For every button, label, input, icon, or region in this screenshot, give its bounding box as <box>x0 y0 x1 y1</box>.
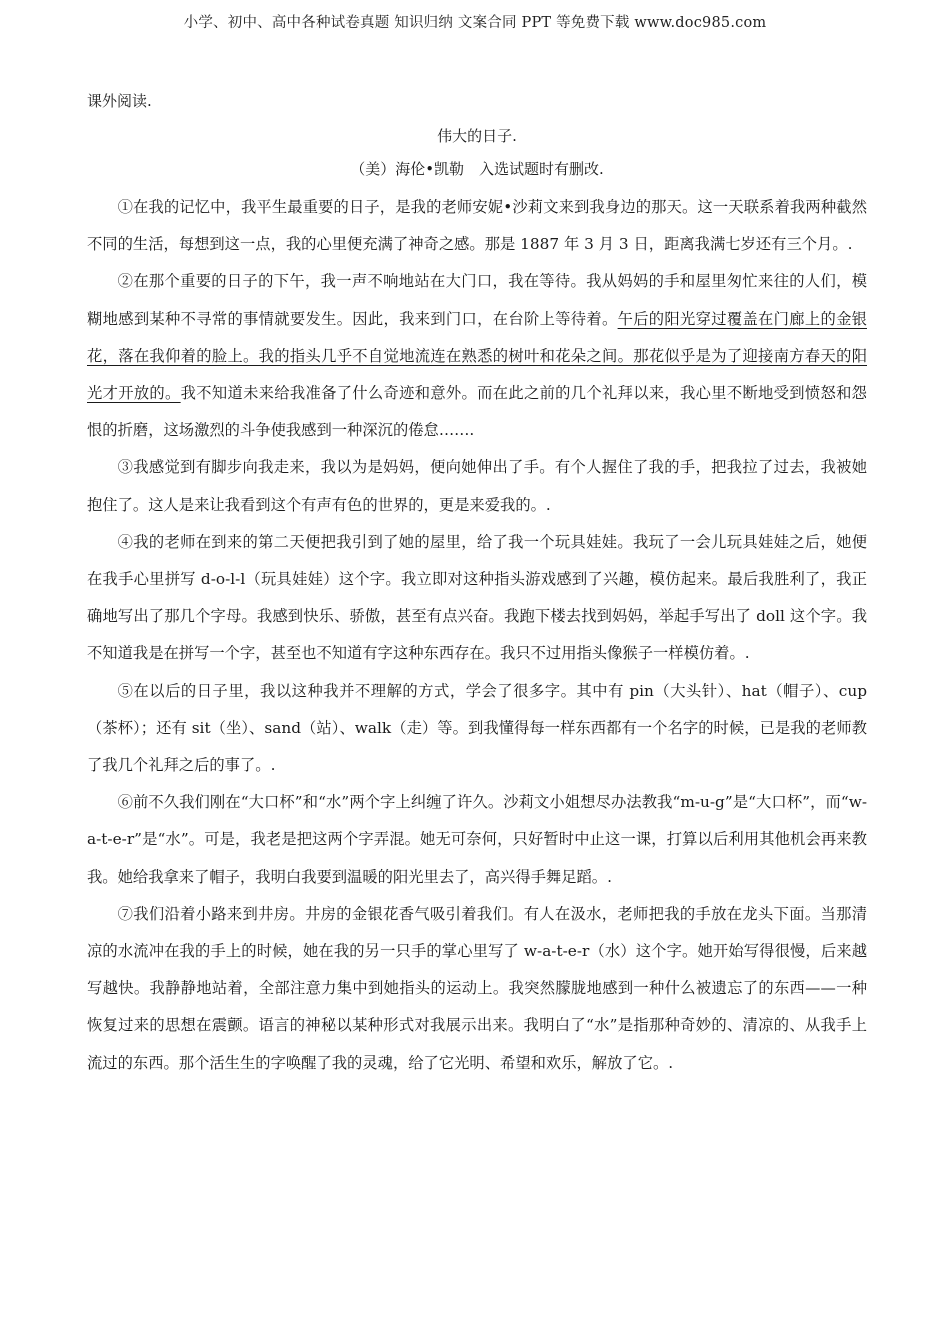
section-label: 课外阅读. <box>87 92 152 110</box>
paragraph-1: ①在我的记忆中，我平生最重要的日子，是我的老师安妮•沙莉文来到我身边的那天。这一天联系着我两种截然不同的生活，每想到这一点，我的心里便充满了神奇之感。那是 1887 年 3 月 3 日，距离我满七岁还有三个月。. <box>87 198 867 254</box>
document-body <box>87 88 867 1082</box>
paragraph-6: ⑥前不久我们刚在“大口杯”和“水”两个字上纠缠了许久。沙莉文小姐想尽办法教我“m-u-g”是“大口杯”，而“w-a-t-e-r”是“水”。可是，我老是把这两个字弄混。她无可奈何，只好暂时中止这一课，打算以后利用其他机会再来教我。她给我拿来了帽子，我明白我要到温暖的阳光里去了，高兴得手舞足蹈。. <box>87 793 867 886</box>
paragraph-3: ③我感觉到有脚步向我走来，我以为是妈妈，便向她伸出了手。有个人握住了我的手，把我拉了过去，我被她抱住了。这人是来让我看到这个有声有色的世界的，更是来爱我的。. <box>87 458 867 514</box>
paragraph-4: ④我的老师在到来的第二天便把我引到了她的屋里，给了我一个玩具娃娃。我玩了一会儿玩具娃娃之后，她便在我手心里拼写 d-o-l-l（玩具娃娃）这个字。我立即对这种指头游戏感到了兴趣，模仿起来。最后我胜利了，我正确地写出了那几个字母。我感到快乐、骄傲，甚至有点兴奋。我跑下楼去找到妈妈，举起手写出了 doll 这个字。我不知道我是在拼写一个字，甚至也不知道有字这种东西存在。我只不过用指头像猴子一样模仿着。. <box>87 532 867 663</box>
article-title: 伟大的日子. <box>437 127 517 145</box>
page-header: 小学、初中、高中各种试卷真题 知识归纳 文案合同 PPT 等免费下载 www.doc985.com <box>183 15 767 31</box>
paragraph-7: ⑦我们沿着小路来到井房。井房的金银花香气吸引着我们。有人在汲水，老师把我的手放在龙头下面。当那清凉的水流冲在我的手上的时候，她在我的另一只手的掌心里写了 w-a-t-e-r（水）这个字。她开始写得很慢，后来越写越快。我静静地站着，全部注意力集中到她指头的运动上。我突然朦胧地感到一种什么被遗忘了的东西——一种恢复过来的思想在震颤。语言的神秘以某种形式对我展示出来。我明白了“水”是指那种奇妙的、清凉的、从我手上流过的东西。那个活生生的字唤醒了我的灵魂，给了它光明、希望和欢乐，解放了它。. <box>87 904 867 1072</box>
underlined-passage: 午后的阳光穿过覆盖在门廊上的金银花，落在我仰着的脸上。我的指头几乎不自觉地流连在熟悉的树叶和花朵之间。那花似乎是为了迎接南方春天的阳光才开放的。 <box>87 309 867 403</box>
paragraph-2-text-b: 我不知道未来给我准备了什么奇迹和意外。而在此之前的几个礼拜以来，我心里不断地受到愤怒和怨恨的折磨，这场激烈的斗争使我感到一种深沉的倦怠……. <box>87 384 867 440</box>
paragraph-2 <box>87 263 867 449</box>
paragraph-2-text-a: ②在那个重要的日子的下午，我一声不响地站在大门口，我在等待。我从妈妈的手和屋里匆忙来往的人们，模糊地感到某种不寻常的事情就要发生。因此，我来到门口，在台阶上等待着。 <box>87 272 867 328</box>
article-byline: （美）海伦•凯勒 入选试题时有删改. <box>350 160 604 178</box>
paragraph-5: ⑤在以后的日子里，我以这种我并不理解的方式，学会了很多字。其中有 pin（大头针）、hat（帽子）、cup（茶杯）；还有 sit（坐）、sand（站）、walk（走）等。到我懂得每一样东西都有一个名字的时候，已是我的老师教了我几个礼拜之后的事了。. <box>87 681 867 775</box>
